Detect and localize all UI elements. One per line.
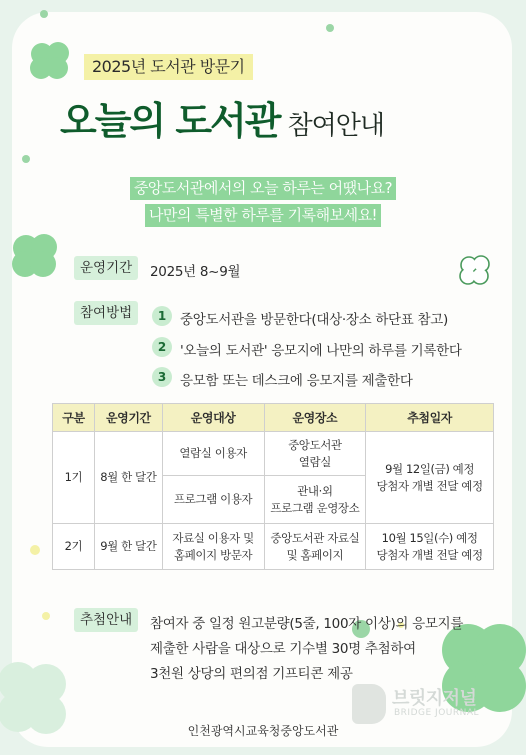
target-cell (162, 524, 264, 570)
lead-line-2 (0, 204, 526, 227)
term-cell: 1기 (53, 432, 95, 524)
place-line: 중앙도서관 (288, 437, 342, 452)
clover-icon (28, 40, 72, 82)
draw-info-label: 추첨안내 (74, 608, 138, 632)
draw-line: 9월 12일(금) 예정 (385, 461, 475, 476)
method-label: 참여방법 (74, 301, 138, 325)
period-label: 운영기간 (74, 256, 138, 280)
place-line: 프로그램 운영장소 (270, 500, 360, 515)
step-number: 2 (152, 337, 172, 357)
place-line: 열람실 (298, 454, 331, 469)
title-main: 오늘의 도서관 (60, 99, 280, 143)
step-text: 응모함 또는 데스크에 응모지를 제출한다 (180, 373, 413, 389)
draw-info-line: 제출한 사람을 대상으로 기수별 30명 추첨하여 (150, 641, 416, 657)
period-cell: 9월 한 달간 (94, 524, 162, 570)
target-line: 홈페이지 방문자 (174, 547, 253, 562)
watermark-name: 브릿지저널 (392, 688, 477, 709)
lead-line-1 (0, 177, 526, 200)
place-cell (264, 476, 366, 524)
decor-dot (40, 10, 48, 18)
col-header: 운영대상 (162, 404, 264, 432)
decor-dot (326, 24, 334, 32)
lead-text-1: 중앙도서관에서의 오늘 하루는 어땠나요? (130, 177, 396, 200)
lead-text-2: 나만의 특별한 하루를 기록해보세요! (145, 204, 381, 227)
decor-dot (22, 155, 30, 163)
title-sub: 참여안내 (287, 111, 384, 141)
draw-info-line: 참여자 중 일정 원고분량(5줄, 100자 이상)의 응모지를 (150, 616, 464, 632)
decor-dot (30, 545, 40, 555)
place-cell (264, 432, 366, 476)
target-cell: 열람실 이용자 (162, 432, 264, 476)
place-line: 및 홈페이지 (286, 547, 344, 562)
event-kicker: 2025년 도서관 방문기 (84, 54, 253, 80)
step-number: 3 (152, 367, 172, 387)
footer-org: 인천광역시교육청중앙도서관 (187, 724, 339, 738)
col-header: 구분 (53, 404, 95, 432)
step-text: 중앙도서관을 방문한다(대상·장소 하단표 참고) (180, 312, 448, 328)
draw-info-line: 3천원 상당의 편의점 기프티콘 제공 (150, 666, 353, 682)
col-header: 운영기간 (94, 404, 162, 432)
clover-icon (10, 232, 60, 280)
period-value: 2025년 8~9월 (150, 264, 241, 280)
schedule-table (52, 403, 494, 570)
table-header-row (53, 404, 494, 432)
place-cell (264, 524, 366, 570)
watermark-logo (352, 684, 386, 724)
step-text: '오늘의 도서관' 응모지에 나만의 하루를 기록한다 (180, 343, 462, 359)
watermark-sub: BRIDGE JOURNAL (394, 708, 480, 718)
period-cell: 8월 한 달간 (94, 432, 162, 524)
page-title (60, 90, 500, 145)
draw-cell (366, 432, 494, 524)
col-header: 운영장소 (264, 404, 366, 432)
draw-line: 당첨자 개별 전달 예정 (376, 478, 483, 493)
place-line: 중앙도서관 자료실 (270, 530, 360, 545)
place-line: 관내·외 (297, 483, 333, 498)
step-number: 1 (152, 306, 172, 326)
term-cell: 2기 (53, 524, 95, 570)
draw-line: 10월 15일(수) 예정 (381, 530, 478, 545)
col-header: 추첨일자 (366, 404, 494, 432)
table-row (53, 524, 494, 570)
clover-outline-icon (458, 254, 492, 286)
target-line: 자료실 이용자 및 (172, 530, 254, 545)
target-cell: 프로그램 이용자 (162, 476, 264, 524)
decor-dot (42, 612, 50, 620)
draw-line: 당첨자 개별 전달 예정 (376, 547, 483, 562)
table-row (53, 432, 494, 476)
draw-cell (366, 524, 494, 570)
